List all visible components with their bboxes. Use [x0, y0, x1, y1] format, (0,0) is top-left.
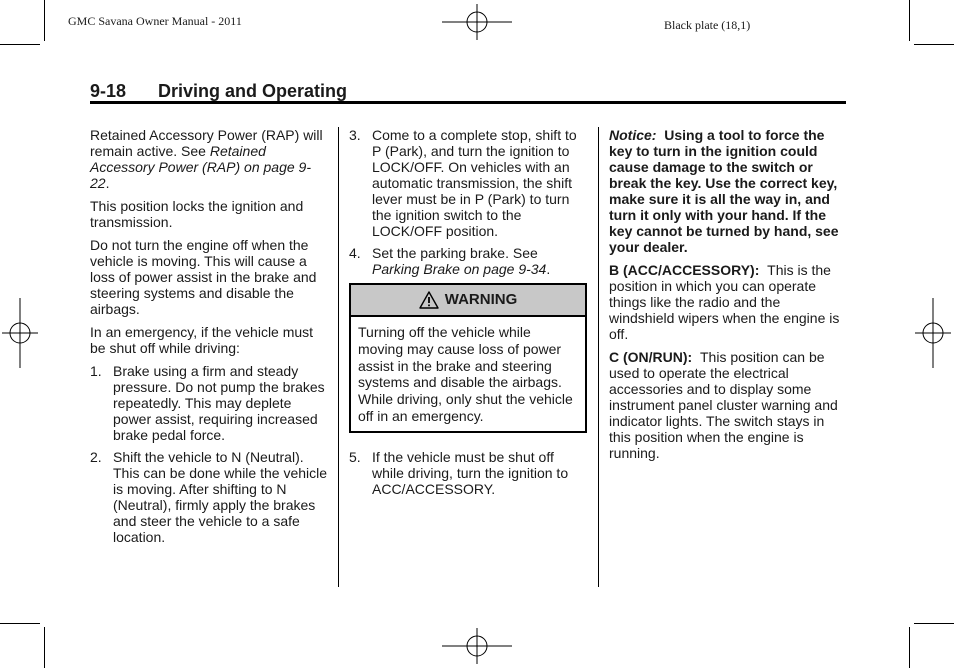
warning-text: Turning off the vehicle while moving may cause loss of power assist in the brake and steering systems and disable the airbags. While driving, only shut the vehicle off in an emergency. [358, 324, 573, 424]
paragraph: Retained Accessory Power (RAP) will remain active. See Retained Accessory Power (RAP) on page 9-22. [90, 127, 323, 191]
page-number: 9-18 [90, 81, 127, 101]
crop-mark [44, 627, 45, 668]
manual-title: GMC Savana Owner Manual - 2011 [68, 14, 242, 28]
paragraph: B (ACC/ACCESSORY): This is the position in which you can operate things like the radio and the windshield wipers when the engine is off. [609, 262, 840, 342]
crop-mark [0, 44, 40, 45]
section-heading [90, 81, 347, 102]
paragraph: This position locks the ignition and transmission. [90, 198, 304, 230]
registration-mark-icon [442, 626, 512, 666]
paragraph: Do not turn the engine off when the vehicle is moving. This will cause a loss of power assist in the brake and steering systems and disable the airbags. [90, 237, 317, 317]
column-2 [349, 127, 589, 503]
list-item: 2. Shift the vehicle to N (Neutral). This can be done while the vehicle is moving. After shifting to N (Neutral), firmly apply the brakes and steer the vehicle to a safe location. [90, 449, 328, 545]
registration-mark-icon [913, 298, 953, 368]
position-label: B (ACC/ACCESSORY): [609, 262, 760, 278]
list-item: 5. If the vehicle must be shut off while driving, turn the ignition to ACC/ACCESSORY. [349, 448, 569, 497]
notice-label: Notice: [609, 127, 657, 143]
column-1 [90, 127, 330, 551]
column-divider [598, 127, 599, 587]
registration-mark-icon [442, 2, 512, 42]
list-item: 3. Come to a complete stop, shift to P (Park), and turn the ignition to LOCK/OFF. On vehicles with an automatic transmission, the shift lever must be in P (Park) to turn the ignition switch to the LOCK/OFF position. [349, 127, 577, 239]
column-3 [609, 127, 849, 468]
crop-mark [914, 44, 954, 45]
warning-triangle-icon [419, 291, 439, 309]
warning-box [349, 283, 587, 433]
notice-paragraph [609, 127, 849, 255]
plate-label: Black plate (18,1) [664, 18, 751, 32]
warning-label: WARNING [444, 291, 518, 308]
list-item: 4. Set the parking brake. See Parking Brake on page 9-34. [349, 245, 551, 277]
section-title: Driving and Operating [158, 81, 348, 101]
list-item: 1. Brake using a firm and steady pressure. Do not pump the brakes repeatedly. This may deplete power assist, requiring increased brake pedal force. [90, 363, 325, 443]
warning-header [351, 285, 585, 317]
crop-mark [914, 623, 954, 624]
paragraph: C (ON/RUN): This position can be used to operate the electrical accessories and to display some instrument panel cluster warning and indicator lights. The switch stays in this position when the engine is running. [609, 349, 838, 461]
crop-mark [0, 623, 40, 624]
crop-mark [909, 627, 910, 668]
registration-mark-icon [0, 298, 40, 368]
paragraph: In an emergency, if the vehicle must be shut off while driving: [90, 324, 314, 356]
cross-reference-link[interactable]: Retained Accessory Power (RAP) on page 9-22 [90, 143, 311, 191]
notice-text: Using a tool to force the key to turn in the ignition could cause damage to the switch or break the key. Use the correct key, make sure it is all the way in, and turn it only with your hand. If the key cannot be turned by hand, see your dealer. [609, 127, 839, 255]
crop-mark [44, 0, 45, 41]
crop-mark [909, 0, 910, 41]
position-label: C (ON/RUN): [609, 349, 693, 365]
column-divider [338, 127, 339, 587]
cross-reference-link[interactable]: Parking Brake on page 9-34 [372, 261, 547, 277]
heading-rule [90, 101, 846, 104]
